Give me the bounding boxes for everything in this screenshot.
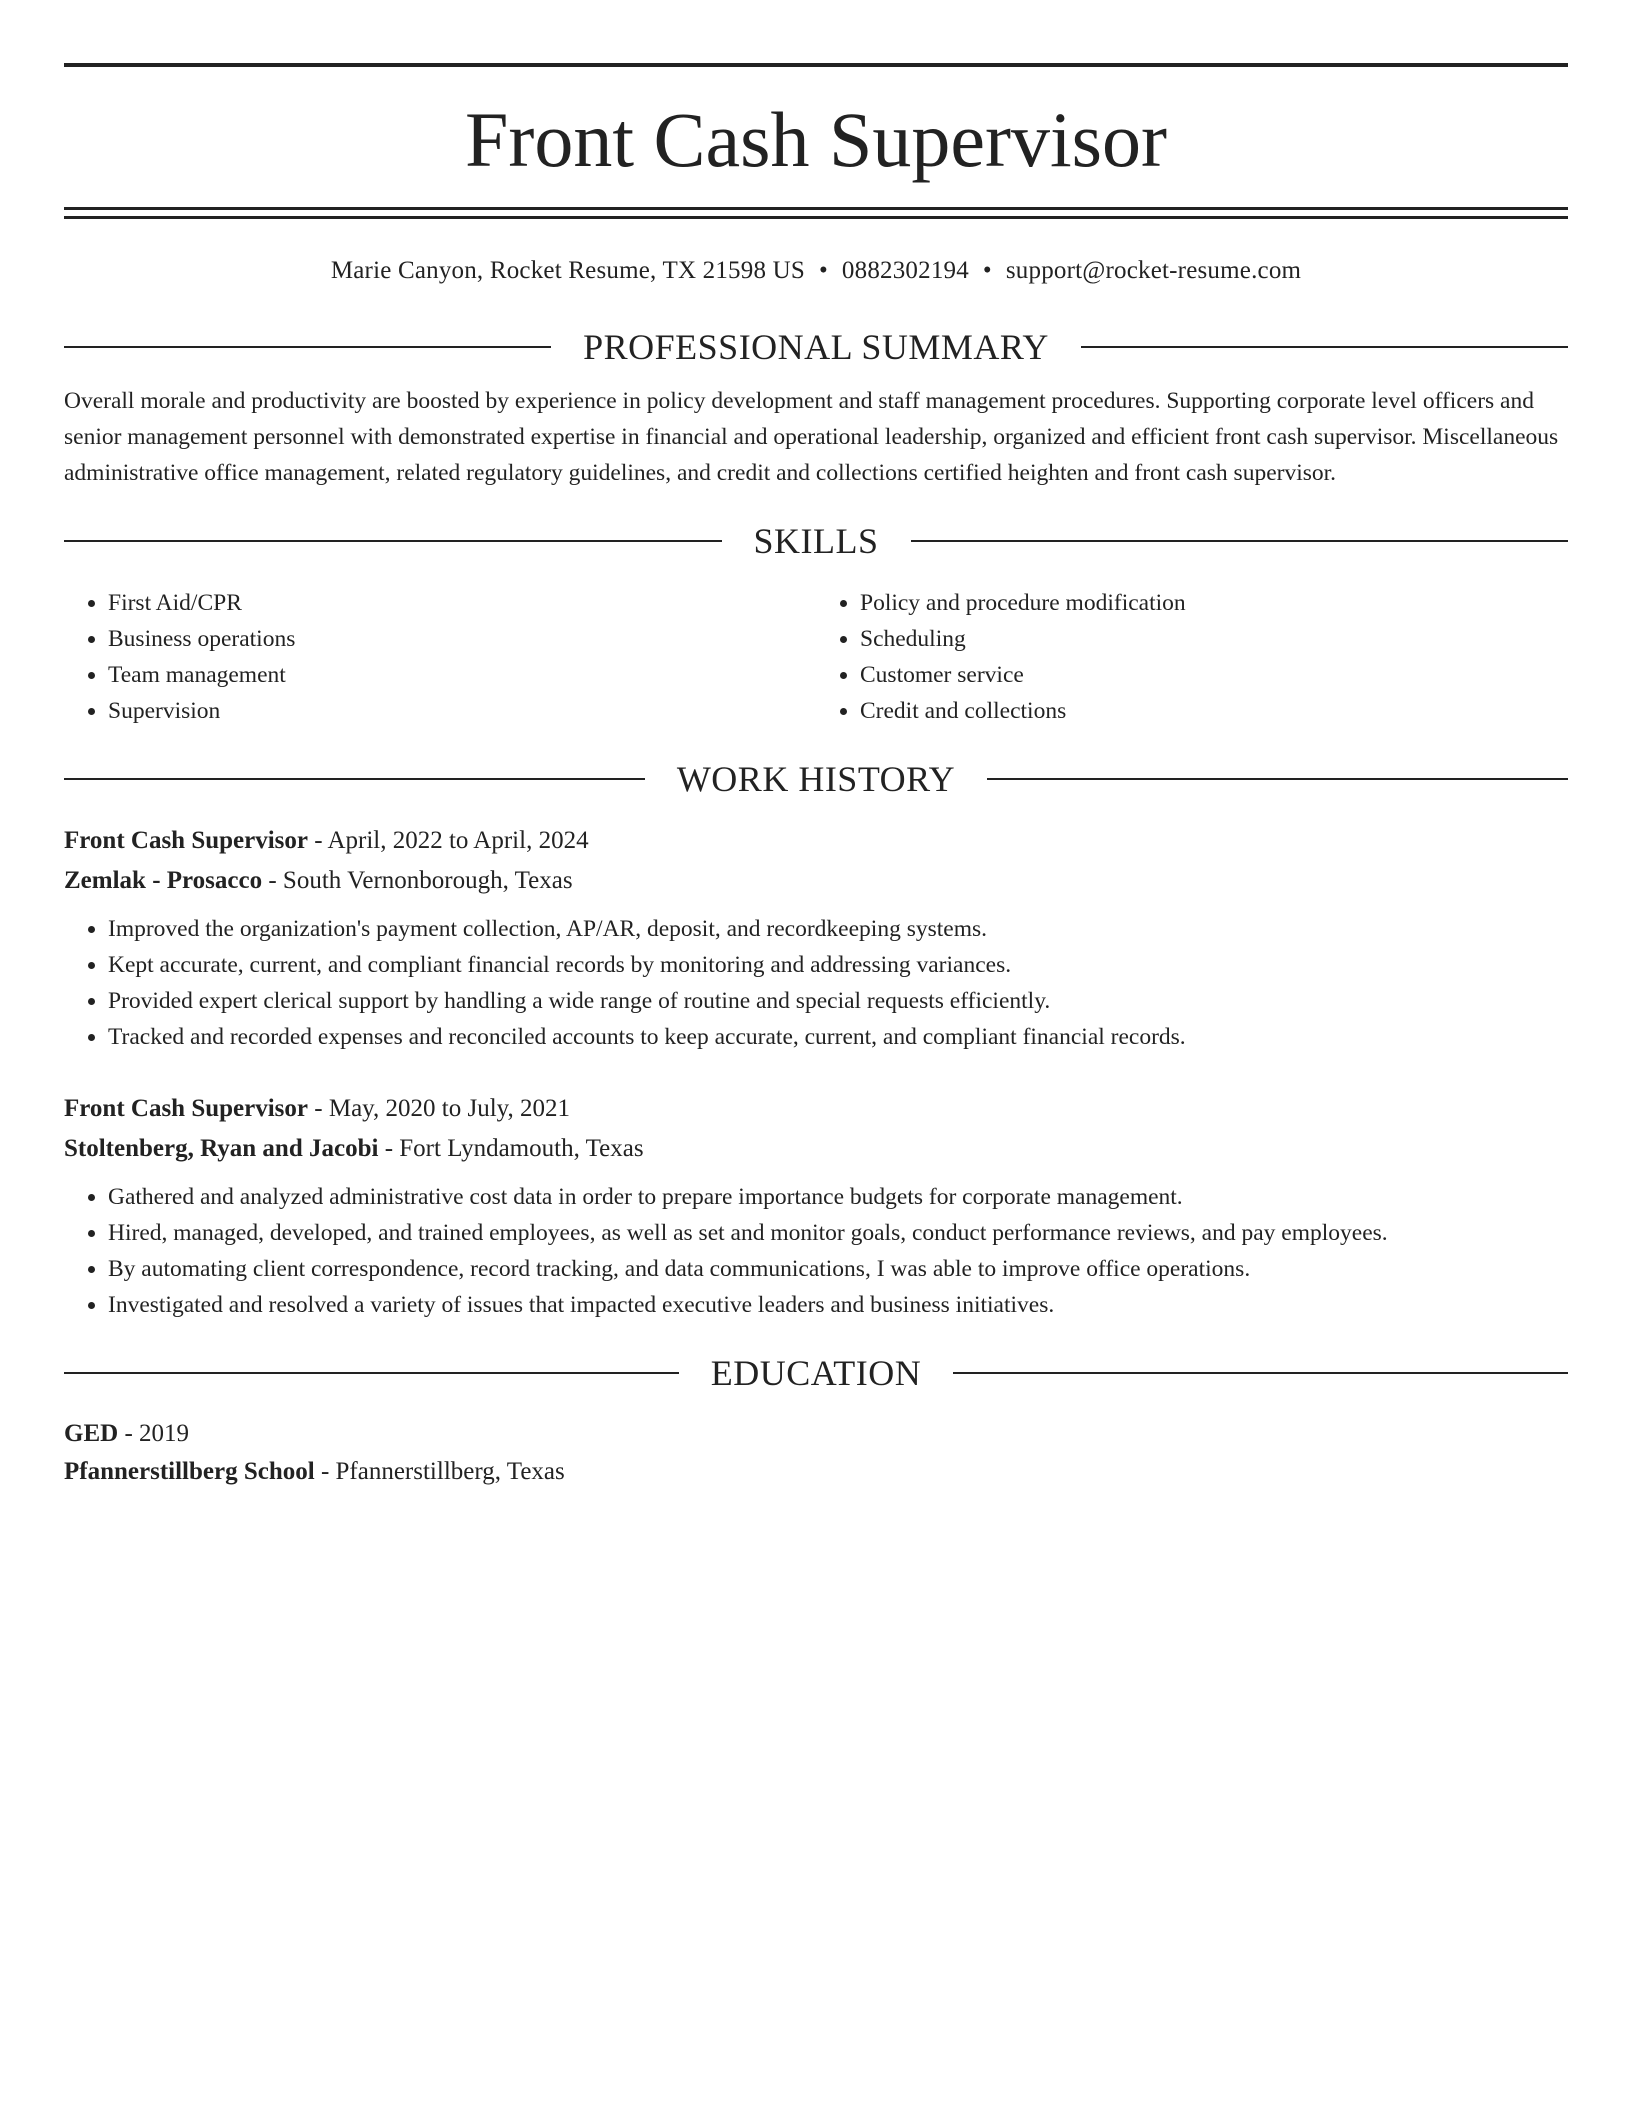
section-header-summary — [64, 327, 1568, 367]
job-title: Front Cash Supervisor — [64, 827, 309, 854]
job-bullets — [64, 1179, 1568, 1323]
job-bullet: • Provided expert clerical support by handling a wide range of routine and special requests efficiently. — [108, 983, 1568, 1019]
contact-separator: • — [982, 257, 992, 284]
contact-line — [64, 255, 1568, 287]
section-rule — [953, 1372, 1568, 1374]
skill-item: • Team management — [108, 657, 816, 693]
education-location: - Pfannerstillberg, Texas — [314, 1458, 565, 1485]
education-degree: GED — [64, 1420, 119, 1447]
section-rule — [1081, 346, 1568, 348]
education-entry — [64, 1415, 1568, 1491]
job-bullet: • Tracked and recorded expenses and reconciled accounts to keep accurate, current, and compliant financial records. — [108, 1019, 1568, 1055]
job-bullet: • Kept accurate, current, and compliant financial records by monitoring and addressing variances. — [108, 947, 1568, 983]
skill-item: • Credit and collections — [860, 693, 1568, 729]
section-rule — [64, 540, 722, 542]
job-location: - Fort Lyndamouth, Texas — [378, 1135, 644, 1162]
job-title: Front Cash Supervisor — [64, 1095, 309, 1122]
resume-title: Front Cash Supervisor — [465, 96, 1167, 183]
job-company: Zemlak - Prosacco — [64, 867, 263, 894]
job-entry — [64, 821, 1568, 1055]
section-header-work — [64, 759, 1568, 799]
education-school: Pfannerstillberg School — [64, 1458, 315, 1485]
skills-list — [64, 585, 1568, 729]
skills-column-left — [64, 585, 816, 729]
section-rule — [987, 778, 1568, 780]
summary-text: Overall morale and productivity are boosted by experience in policy development and staff management procedures. Supporting corporate level officers and senior management personnel with demonstrated expertise in financial and operational leadership, organized and efficient front cash supervisor. Miscellaneous administrative office management, related regulatory guidelines, and credit and collections certified heighten and front cash supervisor. — [64, 388, 1559, 486]
job-company-line — [64, 1129, 1568, 1169]
section-rule — [64, 346, 551, 348]
job-dates: - April, 2022 to April, 2024 — [308, 827, 589, 854]
education-degree-line — [64, 1415, 1568, 1453]
skill-item: • Customer service — [860, 657, 1568, 693]
section-title: SKILLS — [753, 521, 879, 561]
job-bullet: • Investigated and resolved a variety of issues that impacted executive leaders and business initiatives. — [108, 1287, 1568, 1323]
section-rule — [64, 1372, 679, 1374]
job-location: - South Vernonborough, Texas — [262, 867, 573, 894]
title-double-rule — [64, 207, 1568, 219]
skill-item: • First Aid/CPR — [108, 585, 816, 621]
section-header-education — [64, 1353, 1568, 1393]
section-rule — [64, 778, 645, 780]
job-company: Stoltenberg, Ryan and Jacobi — [64, 1135, 379, 1162]
top-rule — [64, 63, 1568, 67]
job-bullet: • Gathered and analyzed administrative cost data in order to prepare importance budgets for corporate management. — [108, 1179, 1568, 1215]
section-title: EDUCATION — [710, 1353, 922, 1393]
skills-column-right — [816, 585, 1568, 729]
skill-item: • Business operations — [108, 621, 816, 657]
education-year: - 2019 — [118, 1420, 190, 1447]
contact-separator: • — [818, 257, 828, 284]
contact-address: Marie Canyon, Rocket Resume, TX 21598 US — [330, 257, 805, 284]
contact-email: support@rocket-resume.com — [1005, 257, 1302, 284]
job-dates: - May, 2020 to July, 2021 — [308, 1095, 571, 1122]
job-bullets — [64, 911, 1568, 1055]
skill-item: • Scheduling — [860, 621, 1568, 657]
contact-phone: 0882302194 — [841, 257, 969, 284]
job-bullet: • Hired, managed, developed, and trained employees, as well as set and monitor goals, conduct performance reviews, and pay employees. — [108, 1215, 1568, 1251]
section-title: WORK HISTORY — [676, 759, 956, 799]
section-rule — [911, 540, 1569, 542]
education-school-line — [64, 1453, 1568, 1491]
skill-item: • Supervision — [108, 693, 816, 729]
section-header-skills — [64, 521, 1568, 561]
job-bullet: • By automating client correspondence, record tracking, and data communications, I was able to improve office operations. — [108, 1251, 1568, 1287]
job-bullet: • Improved the organization's payment collection, AP/AR, deposit, and recordkeeping systems. — [108, 911, 1568, 947]
job-title-line — [64, 821, 1568, 861]
job-entry — [64, 1089, 1568, 1323]
skill-item: • Policy and procedure modification — [860, 585, 1568, 621]
section-title: PROFESSIONAL SUMMARY — [583, 327, 1049, 367]
job-title-line — [64, 1089, 1568, 1129]
job-company-line — [64, 861, 1568, 901]
